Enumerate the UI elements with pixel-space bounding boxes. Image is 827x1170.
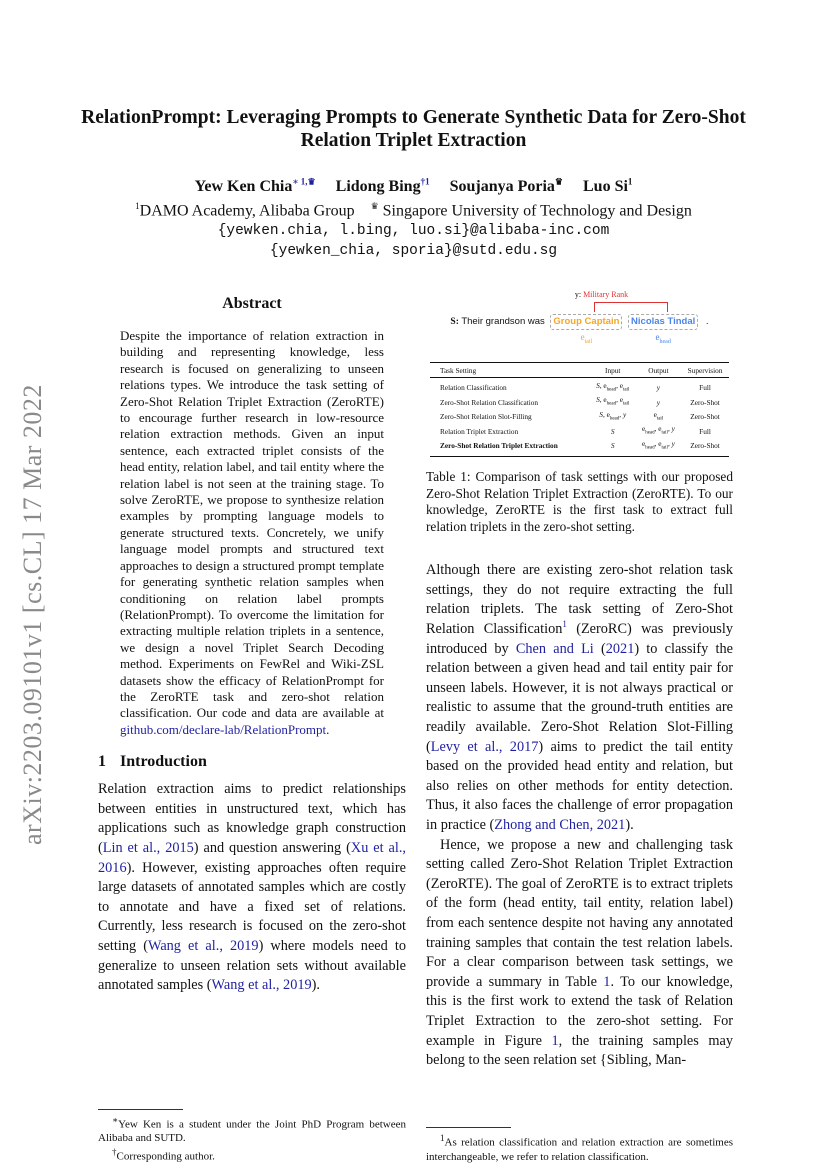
table-row	[430, 424, 729, 438]
table-cell: S	[610, 441, 615, 451]
author: Luo Si$^1$	[583, 177, 633, 196]
example-figure	[426, 290, 733, 356]
text-run: ) and question answering (	[193, 839, 351, 856]
table-cell: S, $e_{head}$, $e_{tail}$	[596, 395, 630, 407]
abstract-heading: Abstract	[222, 295, 282, 312]
column-header: Input	[590, 363, 636, 378]
footnote-marker[interactable]: 1	[562, 619, 567, 630]
table-row	[430, 378, 729, 396]
table-cell: Relation Triplet Extraction	[440, 426, 519, 436]
citation-link[interactable]: 1	[551, 1032, 559, 1049]
citation-link[interactable]: github.com/declare-lab/RelationPrompt	[120, 721, 327, 737]
citation-link[interactable]: Zhong and Chen, 2021	[494, 816, 626, 833]
citation-link[interactable]: Levy et al., 2017	[430, 738, 539, 755]
text-run: ). However, existing approaches often require large datasets of annotated samples which are costly to annotate and have a fixed set of relations. Currently, less research is focused on the zero-shot setting (	[98, 859, 406, 954]
comparison-table	[430, 362, 729, 457]
right-column	[426, 290, 733, 1164]
table-cell: S, $e_{head}$, y	[599, 409, 627, 422]
paper-title: RelationPrompt: Leveraging Prompts to Generate Synthetic Data for Zero-Shot Relation Triplet Extraction	[81, 107, 746, 151]
text-run: ).	[311, 977, 320, 994]
text-run: Relation extraction aims to predict relationships between entities in unstructured text, which has applications such as knowledge graph construction (	[98, 781, 406, 856]
text-run: ).	[625, 816, 634, 833]
table-cell: Zero-Shot	[690, 412, 720, 422]
head-entity: Nicolas Tindal	[628, 314, 698, 330]
text-run: Although there are existing zero-shot relation task settings, they do not require extracting the full relation triplets. The task setting of Zero-Shot Relation Classification	[426, 562, 733, 638]
table-cell: Zero-Shot Relation Classification	[440, 397, 539, 407]
paragraph	[98, 780, 406, 996]
intro-text	[98, 780, 406, 996]
author-list	[80, 177, 747, 196]
table-caption: Table 1: Comparison of task settings with our proposed Zero-Shot Relation Triplet Extraction (ZeroRTE). To our knowledge, ZeroRTE is the first task to extract full relation triplets in the zero-shot setting.	[426, 469, 733, 534]
author: Soujanya Poria♛	[449, 177, 563, 196]
paragraph	[426, 561, 733, 835]
table-cell: Zero-Shot Relation Triplet Extraction	[440, 441, 558, 451]
citation-link[interactable]: Xu et al., 2016	[98, 839, 407, 876]
citation-link[interactable]: Chen and Li	[515, 640, 594, 657]
paragraph	[426, 836, 733, 1071]
text-run: ) where models need to generalize to unseen relation sets without available annotated samples (	[98, 937, 406, 994]
footnote: $^1$As relation classification and relation extraction are sometimes interchangeable, we refer to relation classification.	[426, 1133, 733, 1163]
text-run: .	[326, 721, 330, 737]
citation-link[interactable]: Wang et al., 2019	[211, 977, 312, 994]
table-cell: Zero-Shot	[690, 397, 720, 407]
email-line: {yewken_chia, sporia}@sutd.edu.sg	[269, 243, 558, 259]
footnotes	[426, 1117, 733, 1164]
table-cell: Full	[699, 383, 711, 393]
text-run: (	[593, 640, 606, 657]
head-entity-group	[628, 314, 698, 345]
tail-label: $e_{tail}$	[580, 332, 593, 345]
text-run: ) aims to predict the tail entity based on the provided head entity and relation, but also relies on other methods for entity detection. Thus, it also faces the challenge of error propagation in practice (	[426, 738, 733, 833]
citation-link[interactable]: Lin et al., 2015	[102, 839, 194, 856]
left-column	[98, 294, 406, 1164]
email-line: {yewken.chia, l.bing, luo.si}@alibaba-inc.com	[217, 223, 610, 239]
head-label: $e_{head}$	[655, 332, 671, 345]
example-sentence: S: Their grandson was	[450, 316, 545, 327]
citation-link[interactable]: Wang et al., 2019	[147, 937, 259, 954]
text-run: (ZeroRC) was previously introduced by	[426, 621, 733, 657]
affiliations: $^1$DAMO Academy, Alibaba Group ♛ Singapore University of Technology and Design	[135, 201, 692, 220]
arxiv-watermark: arXiv:2203.09101v1 [cs.CL] 17 Mar 2022	[18, 384, 47, 845]
table-cell: Relation Classification	[440, 383, 507, 393]
relation-label: y: Military Rank	[574, 290, 629, 299]
table-row	[430, 439, 729, 457]
right-column-text	[426, 561, 733, 1070]
text-run: . To our knowledge, this is the first work to extend the task of Relation Triplet Extraction to the zero-shot setting. For example in Figure	[426, 973, 733, 1049]
author: Yew Ken Chia$^{∗ 1,♛}$	[194, 177, 316, 196]
column-header: Supervision	[681, 363, 729, 378]
citation-link[interactable]: 1	[603, 973, 611, 990]
example-sentence-row	[426, 314, 733, 345]
tail-entity: Group Captain	[550, 314, 622, 330]
table-cell: S, $e_{head}$, $e_{tail}$	[596, 381, 630, 393]
table-cell: y	[656, 397, 661, 407]
table-row	[430, 410, 729, 424]
text-run: Despite the importance of relation extraction in building and representing knowledge, less research is focused on generalizing to unseen relations types. We introduce the task setting of Zero-Shot Relation Triplet Extraction (ZeroRTE) to encourage further research in low-resource relation extraction methods. Given an input sentence, each extracted triplet consists of the head entity, relation label, and tail entity where the relation label is not seen at the training stage. To solve ZeroRTE, we propose to synthesize relation examples by prompting language models to generate structured texts. Concretely, we unify language model prompts and structured text approaches to design a structured prompt template for generating synthetic relation samples when conditioning on relation label prompts (RelationPrompt). To overcome the limitation for extracting multiple relation triplets in a sentence, we design a novel Triplet Search Decoding method. Experiments on FewRel and Wiki-ZSL datasets show the efficacy of RelationPrompt for the ZeroRTE task and zero-shot relation classification. Our code and data are available at	[120, 328, 384, 721]
text-run: ) to classify the relation between a given head and tail entity pair for unseen labels. However, it is not always practical or realistic to assume that the ground-truth entities are readily available. Zero-Shot Relation Slot-Filling (	[426, 640, 733, 755]
table-cell: $e_{tail}$	[653, 409, 664, 422]
relation-connector	[594, 302, 668, 312]
table-row	[430, 395, 729, 409]
table-cell: Full	[699, 426, 711, 436]
sentence-end: .	[705, 316, 709, 327]
footnote: †Corresponding author.	[112, 1146, 215, 1163]
footnote: ∗Yew Ken is a student under the Joint PhD Program between Alibaba and SUTD.	[98, 1115, 406, 1145]
text-run: , the training samples may belong to the seen relation set {Sibling, Man-	[426, 1032, 733, 1069]
section-heading: 1 Introduction	[98, 753, 207, 771]
table-cell: S	[610, 426, 615, 436]
tail-entity-group	[550, 314, 622, 345]
table-cell: Zero-Shot Relation Slot-Filling	[440, 412, 532, 422]
author: Lidong Bing$^{\dagger 1}$	[335, 177, 430, 196]
citation-link[interactable]: 2021	[605, 640, 635, 657]
table-cell: y	[656, 383, 661, 393]
table-cell: Zero-Shot	[690, 441, 720, 451]
column-header: Task Setting	[430, 363, 590, 378]
footnotes	[98, 1099, 406, 1164]
text-run: Hence, we propose a new and challenging task setting called Zero-Shot Relation Triplet Extraction (ZeroRTE). The goal of ZeroRTE is to extract triplets of the form (head entity, tail entity, relation label) from each sentence despite not having any annotated training samples that contain the test relation labels. For a clear comparison between task settings, we provide a summary in Table	[426, 836, 733, 990]
abstract-text	[120, 328, 384, 738]
table-cell: $e_{head}$, $e_{tail}$, y	[641, 438, 675, 451]
table-cell: $e_{head}$, $e_{tail}$, y	[641, 424, 675, 436]
column-header: Output	[636, 363, 681, 378]
